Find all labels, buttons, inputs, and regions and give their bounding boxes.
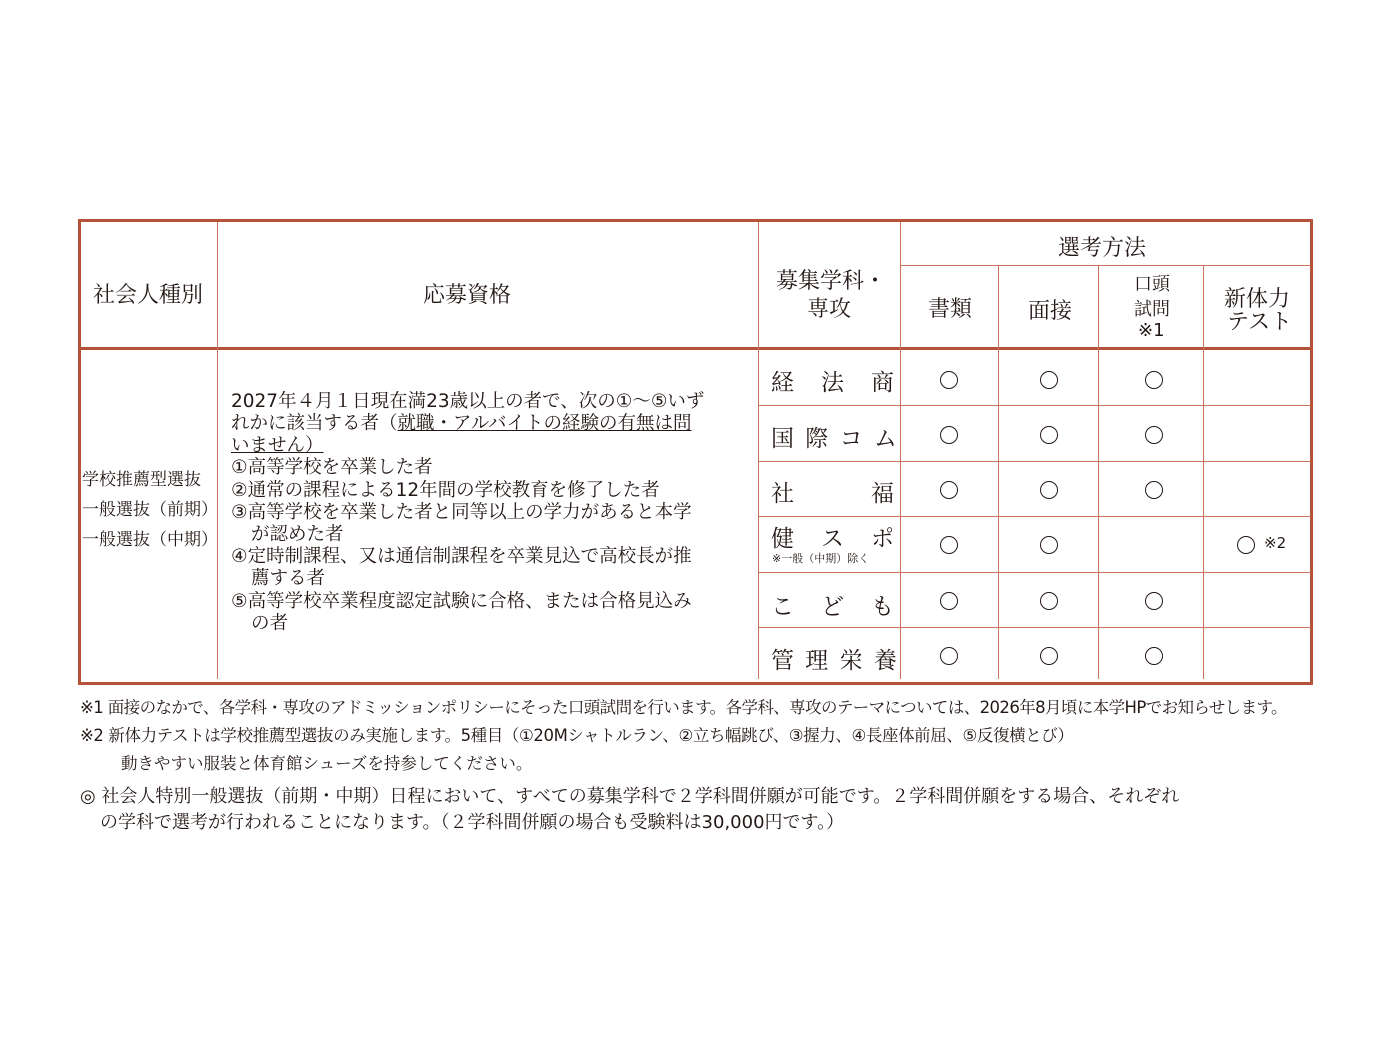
header-oral-1: 口頭 bbox=[1134, 274, 1170, 295]
header-oral-2: 試問 bbox=[1134, 299, 1170, 320]
col-divider bbox=[1098, 266, 1099, 679]
mark-oral bbox=[1145, 647, 1163, 665]
row-divider bbox=[758, 461, 1310, 462]
mark-documents bbox=[940, 647, 958, 665]
header-category: 社会人種別 bbox=[93, 283, 204, 308]
mark-oral bbox=[1145, 371, 1163, 389]
mark-interview bbox=[1040, 592, 1058, 610]
header-divider bbox=[78, 347, 1310, 350]
qualification-line: いません） bbox=[231, 435, 324, 456]
qualification-underlined: 就職・アルバイトの経験の有無は問 bbox=[397, 413, 692, 434]
category-general-mid: 一般選抜（中期） bbox=[82, 530, 218, 550]
header-interview: 面接 bbox=[1028, 299, 1073, 324]
mark-oral bbox=[1145, 592, 1163, 610]
header-department-2: 専攻 bbox=[807, 297, 852, 322]
note-3b: の学科で選考が行われることになります。（２学科間併願の場合も受験料は30,000円です。） bbox=[100, 812, 845, 833]
dept-kensupo-note: ※一般（中期）除く bbox=[772, 552, 870, 565]
mark-interview bbox=[1040, 536, 1058, 554]
qualification-line: ①高等学校を卒業した者 bbox=[231, 457, 433, 478]
mark-interview bbox=[1040, 371, 1058, 389]
mark-documents bbox=[940, 536, 958, 554]
qualification-line: 薦する者 bbox=[251, 568, 326, 589]
row-divider bbox=[758, 627, 1310, 628]
mark-documents bbox=[940, 481, 958, 499]
mark-interview bbox=[1040, 647, 1058, 665]
qualification-text: れかに該当する者（ bbox=[231, 413, 398, 434]
mark-oral bbox=[1145, 426, 1163, 444]
header-selection-method: 選考方法 bbox=[1058, 236, 1147, 261]
qualification-line: が認めた者 bbox=[251, 524, 344, 545]
header-fitness-1: 新体力 bbox=[1224, 287, 1291, 312]
dept-kensupo: 健 ス ポ bbox=[771, 526, 896, 552]
header-fitness-2: テスト bbox=[1227, 310, 1293, 335]
header-oral-3: ※1 bbox=[1138, 320, 1165, 341]
note-2: ※2 新体力テストは学校推薦型選抜のみ実施します。5種目（①20Mシャトルラン、②立ち幅跳び、③握力、④長座体前屈、⑤反復横とび） bbox=[80, 726, 1074, 745]
qualification-line: ④定時制課程、又は通信制課程を卒業見込で高校長が推 bbox=[231, 546, 692, 567]
qualification-line: ③高等学校を卒業した者と同等以上の学力があると本学 bbox=[231, 502, 692, 523]
dept-keihosho: 経 法 商 bbox=[771, 370, 896, 396]
col-divider bbox=[1203, 266, 1204, 679]
header-documents: 書類 bbox=[928, 297, 973, 322]
mark-oral bbox=[1145, 481, 1163, 499]
header-qualification: 応募資格 bbox=[423, 283, 512, 308]
dept-kokusai-com: 国 際 コ ム bbox=[771, 426, 899, 452]
header-department-1: 募集学科・ bbox=[776, 269, 887, 294]
mark-fitness bbox=[1237, 536, 1255, 554]
mark-documents bbox=[940, 426, 958, 444]
dept-shafuku: 社 福 bbox=[771, 481, 896, 507]
qualification-line: ⑤高等学校卒業程度認定試験に合格、または合格見込み bbox=[231, 591, 692, 612]
category-school-recommendation: 学校推薦型選抜 bbox=[82, 470, 201, 490]
note-1: ※1 面接のなかで、各学科・専攻のアドミッションポリシーにそった口頭試問を行います。各学科、専攻のテーマについては、2026年8月頃に本学HPでお知らせします。 bbox=[80, 698, 1287, 717]
mark-documents bbox=[940, 592, 958, 610]
mark-interview bbox=[1040, 426, 1058, 444]
row-divider bbox=[758, 405, 1310, 406]
dept-kodomo: こ ど も bbox=[771, 594, 896, 620]
note-3: ◎ 社会人特別一般選抜（前期・中期）日程において、すべての募集学科で２学科間併願が可能です。２学科間併願をする場合、それぞれ bbox=[80, 786, 1180, 807]
col-divider bbox=[217, 222, 218, 679]
qualification-line: ②通常の課程による12年間の学校教育を修了した者 bbox=[231, 480, 660, 501]
qualification-line: 2027年４月１日現在満23歳以上の者で、次の①〜⑤いず bbox=[231, 391, 705, 412]
category-general-early: 一般選抜（前期） bbox=[82, 500, 218, 520]
mark-documents bbox=[940, 371, 958, 389]
col-divider bbox=[900, 222, 901, 679]
row-divider bbox=[758, 516, 1310, 517]
fitness-note: ※2 bbox=[1264, 534, 1287, 552]
mark-interview bbox=[1040, 481, 1058, 499]
qualification-line: の者 bbox=[251, 613, 289, 634]
qualification-line bbox=[231, 414, 691, 434]
note-2b: 動きやすい服装と体育館シューズを持参してください。 bbox=[121, 754, 533, 773]
col-divider bbox=[758, 222, 759, 679]
col-divider bbox=[998, 266, 999, 679]
row-divider bbox=[758, 572, 1310, 573]
subheader-divider bbox=[900, 265, 1310, 266]
dept-kanri-eiyo: 管 理 栄 養 bbox=[771, 648, 899, 674]
